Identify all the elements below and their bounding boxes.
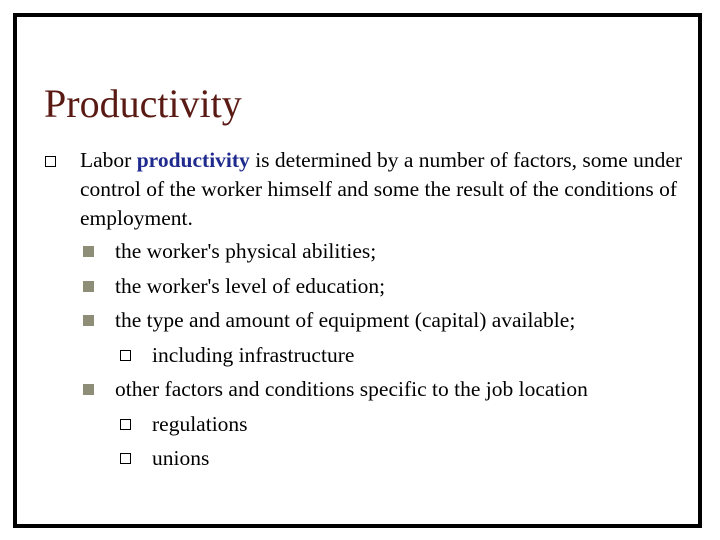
hollow-square-bullet-icon <box>120 419 131 430</box>
filled-square-bullet-icon <box>83 384 94 395</box>
main-text-prefix: Labor <box>80 148 137 172</box>
slide-body <box>80 146 692 479</box>
hollow-square-bullet-icon <box>120 350 131 361</box>
list-item-job-location <box>80 375 692 404</box>
sub-item-regulations <box>80 410 692 439</box>
hollow-square-bullet-icon <box>120 453 131 464</box>
filled-square-bullet-icon <box>83 315 94 326</box>
slide-title: Productivity <box>44 81 242 126</box>
sub-item-label: unions <box>152 446 210 470</box>
sub-item-infrastructure <box>80 341 692 370</box>
list-item-education <box>80 272 692 301</box>
main-paragraph <box>80 146 692 233</box>
highlighted-term: productivity <box>136 148 250 172</box>
list-item-label: the type and amount of equipment (capital) available; <box>115 308 576 332</box>
main-text-rest: is determined by a number of factors, some under control of the worker himself and some the result of the conditions of employment. <box>80 148 683 230</box>
sub-item-label: regulations <box>152 411 248 436</box>
list-item-label: other factors and conditions specific to the job location <box>115 377 588 401</box>
list-item-label: the worker's physical abilities; <box>115 239 377 263</box>
list-item-equipment <box>80 306 692 335</box>
list-item-physical-abilities <box>80 237 692 266</box>
sub-item-unions <box>80 444 692 473</box>
sub-item-label: including infrastructure <box>152 342 355 367</box>
hollow-square-bullet-icon <box>45 156 56 167</box>
list-item-label: the worker's level of education; <box>115 273 386 298</box>
filled-square-bullet-icon <box>83 246 94 257</box>
filled-square-bullet-icon <box>83 281 94 292</box>
